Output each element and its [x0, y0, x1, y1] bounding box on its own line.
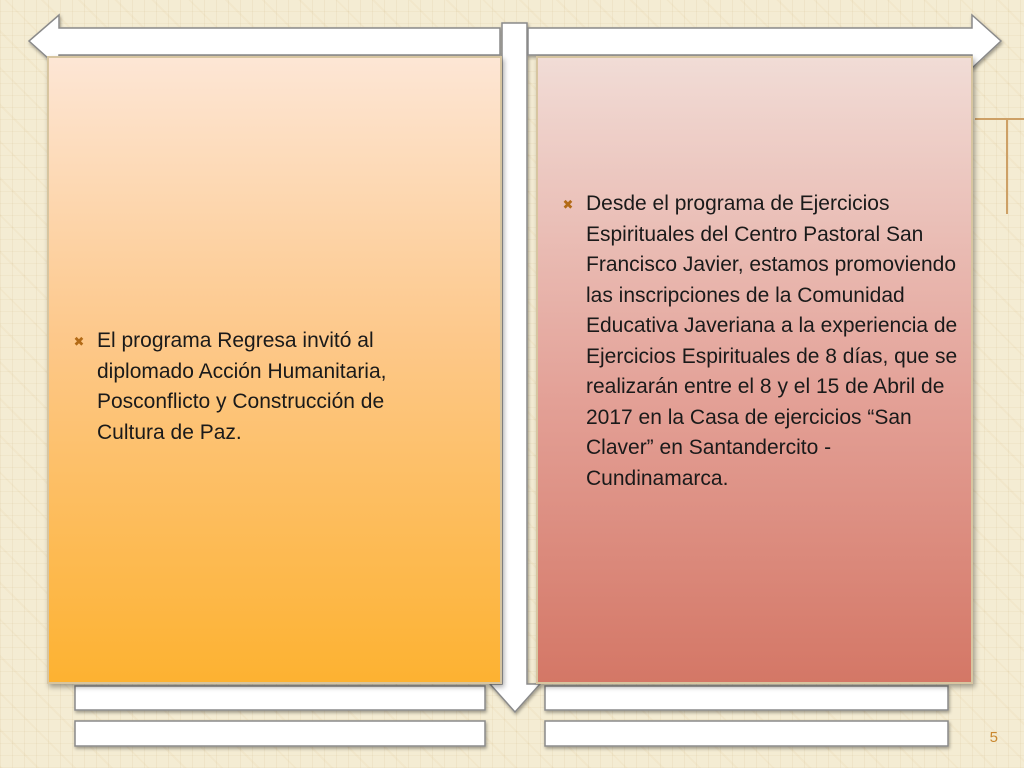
left-bullet-text: El programa Regresa invitó al diplomado Acción Humanitaria, Posconflicto y Construcción de Cultura de Paz. [97, 329, 387, 444]
x-mark-bullet-icon: ✖ [562, 197, 574, 212]
x-mark-bullet-icon: ✖ [73, 334, 85, 349]
bottom-box-left-1 [75, 686, 485, 710]
bottom-box-left-2 [75, 721, 485, 746]
right-bullet-text: Desde el programa de Ejercicios Espirituales del Centro Pastoral San Francisco Javier, estamos promoviendo las inscripciones de la Comunidad Educativa Javeriana a la experiencia de Ejercicios Espirituales de 8 días, que se realizarán entre el 8 y el 15 de Abril de 2017 en la Casa de ejercicios “San Claver” en Santandercito - Cundinamarca. [586, 192, 958, 490]
right-content-panel [536, 56, 973, 684]
bottom-box-right-1 [545, 686, 948, 710]
bottom-box-right-2 [545, 721, 948, 746]
left-content-panel [47, 56, 502, 684]
slide-number: 5 [989, 729, 998, 746]
left-bullet-item [49, 326, 452, 448]
right-bullet-item [538, 189, 969, 494]
